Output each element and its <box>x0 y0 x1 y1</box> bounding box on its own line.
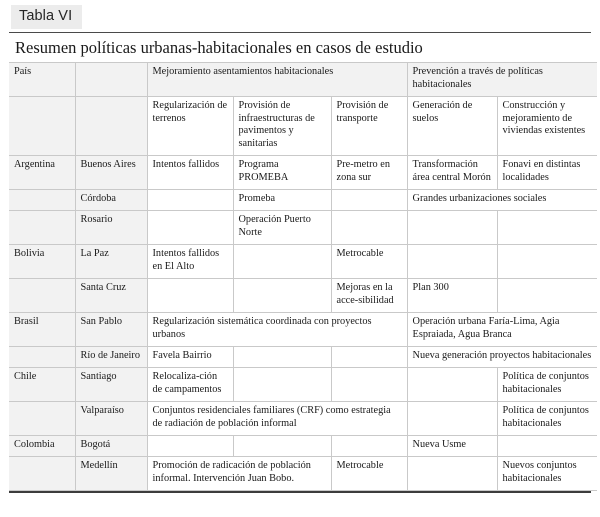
table-row <box>9 347 597 368</box>
cell-policy: Pre-metro en zona sur <box>331 156 407 190</box>
cell-city: Bogotá <box>75 435 147 456</box>
header-col-construccion-viviendas: Construcción y mejoramiento de viviendas existentes <box>497 96 597 156</box>
table-row <box>9 401 597 435</box>
header-col-generacion-suelos: Generación de suelos <box>407 96 497 156</box>
header-group-row <box>9 62 597 96</box>
cell-policy <box>147 211 233 245</box>
cell-policy: Grandes urbanizaciones sociales <box>407 190 597 211</box>
cell-policy: Operación urbana Faría-Lima, Agia Espraiada, Agua Branca <box>407 313 597 347</box>
header-spacer-city <box>75 96 147 156</box>
cell-policy <box>331 347 407 368</box>
cell-policy: Promoción de radicación de población informal. Intervención Juan Bobo. <box>147 456 331 490</box>
header-city <box>75 62 147 96</box>
cell-country: Colombia <box>9 435 75 456</box>
cell-policy <box>233 347 331 368</box>
cell-city: Rosario <box>75 211 147 245</box>
cell-policy <box>497 435 597 456</box>
cell-policy <box>331 211 407 245</box>
cell-policy: Promeba <box>233 190 331 211</box>
cell-policy <box>147 279 233 313</box>
cell-country <box>9 347 75 368</box>
cell-policy: Relocaliza-ción de campamentos <box>147 368 233 402</box>
policy-summary-table <box>9 62 597 491</box>
cell-policy <box>407 456 497 490</box>
cell-city: Valparaíso <box>75 401 147 435</box>
cell-country <box>9 190 75 211</box>
cell-policy: Programa PROMEBA <box>233 156 331 190</box>
cell-country <box>9 211 75 245</box>
header-group-prevencion: Prevención a través de políticas habitacionales <box>407 62 597 96</box>
table-bottom-rule <box>9 491 591 493</box>
cell-city: Medellín <box>75 456 147 490</box>
cell-country <box>9 456 75 490</box>
cell-policy <box>233 245 331 279</box>
figure-tab-wrap <box>6 0 594 29</box>
cell-city: La Paz <box>75 245 147 279</box>
cell-policy: Intentos fallidos <box>147 156 233 190</box>
cell-city: Santiago <box>75 368 147 402</box>
header-col-transporte: Provisión de transporte <box>331 96 407 156</box>
cell-policy: Conjuntos residenciales familiares (CRF) como estrategia de radiación de población informal <box>147 401 407 435</box>
cell-policy: Nueva Usme <box>407 435 497 456</box>
cell-policy <box>331 368 407 402</box>
cell-city: Córdoba <box>75 190 147 211</box>
table-row <box>9 245 597 279</box>
cell-policy <box>407 245 497 279</box>
cell-policy: Transformación área central Morón <box>407 156 497 190</box>
cell-policy: Política de conjuntos habitacionales <box>497 368 597 402</box>
cell-city: San Pablo <box>75 313 147 347</box>
cell-policy: Intentos fallidos en El Alto <box>147 245 233 279</box>
cell-policy <box>331 435 407 456</box>
cell-policy: Mejoras en la acce-sibilidad <box>331 279 407 313</box>
cell-city: Río de Janeiro <box>75 347 147 368</box>
table-row <box>9 211 597 245</box>
table-row <box>9 279 597 313</box>
table-row <box>9 435 597 456</box>
header-col-infraestructuras: Provisión de infraestructuras de pavimentos y sanitarias <box>233 96 331 156</box>
cell-policy <box>497 245 597 279</box>
table-row <box>9 456 597 490</box>
cell-policy <box>147 435 233 456</box>
cell-country <box>9 401 75 435</box>
header-column-row <box>9 96 597 156</box>
header-group-mejoramiento: Mejoramiento asentamientos habitacionales <box>147 62 407 96</box>
table-body <box>9 156 597 490</box>
cell-policy <box>233 279 331 313</box>
cell-policy <box>407 211 497 245</box>
cell-policy <box>407 368 497 402</box>
header-col-regularizacion: Regularización de terrenos <box>147 96 233 156</box>
table-caption: Resumen políticas urbanas-habitacionales en casos de estudio <box>15 37 423 57</box>
cell-country: Chile <box>9 368 75 402</box>
cell-country <box>9 279 75 313</box>
cell-city: Santa Cruz <box>75 279 147 313</box>
cell-policy: Nueva generación proyectos habitacionales <box>407 347 597 368</box>
cell-country: Bolivia <box>9 245 75 279</box>
cell-policy: Nuevos conjuntos habitacionales <box>497 456 597 490</box>
cell-policy <box>407 401 497 435</box>
header-country: País <box>9 62 75 96</box>
cell-policy <box>497 211 597 245</box>
cell-city: Buenos Aires <box>75 156 147 190</box>
table-row <box>9 313 597 347</box>
cell-policy <box>233 368 331 402</box>
cell-country: Brasil <box>9 313 75 347</box>
header-spacer-country <box>9 96 75 156</box>
cell-policy <box>147 190 233 211</box>
cell-policy <box>233 435 331 456</box>
table-row <box>9 368 597 402</box>
table-head <box>9 62 597 156</box>
cell-policy: Fonavi en distintas localidades <box>497 156 597 190</box>
cell-policy: Metrocable <box>331 456 407 490</box>
table-row <box>9 190 597 211</box>
cell-policy: Plan 300 <box>407 279 497 313</box>
table-number-tab: Tabla VI <box>11 5 82 29</box>
cell-country: Argentina <box>9 156 75 190</box>
cell-policy <box>497 279 597 313</box>
cell-policy: Favela Bairrio <box>147 347 233 368</box>
cell-policy <box>331 190 407 211</box>
cell-policy: Regularización sistemática coordinada con proyectos urbanos <box>147 313 407 347</box>
cell-policy: Metrocable <box>331 245 407 279</box>
table-row <box>9 156 597 190</box>
cell-policy: Operación Puerto Norte <box>233 211 331 245</box>
cell-policy: Política de conjuntos habitacionales <box>497 401 597 435</box>
